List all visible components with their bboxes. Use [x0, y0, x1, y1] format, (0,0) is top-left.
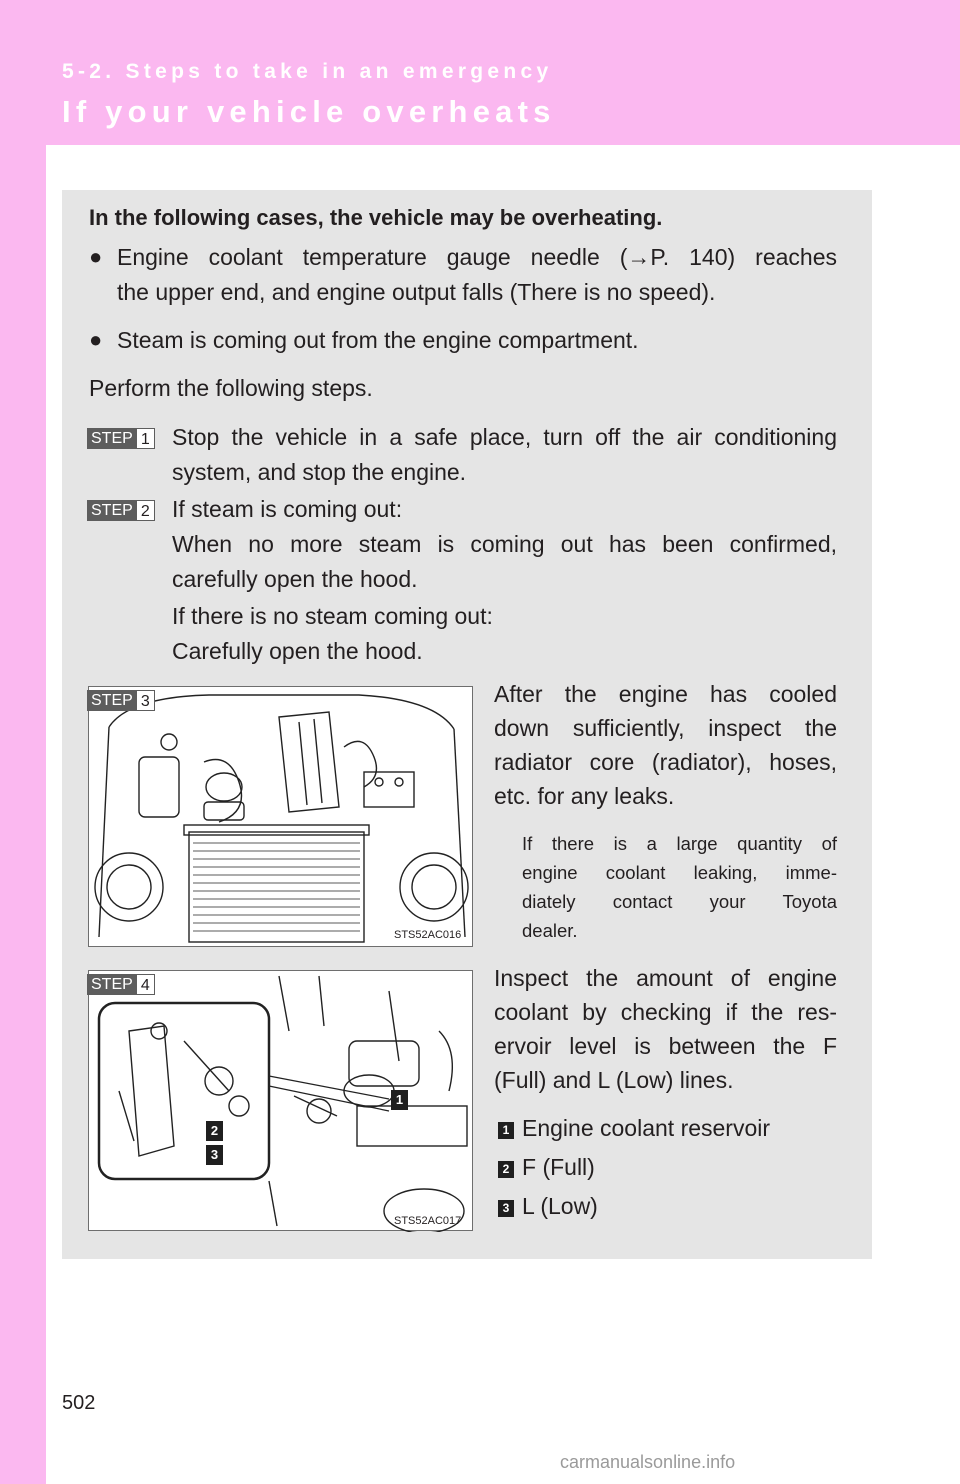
- step-3-note-line-1: If there is a large quantity of: [522, 833, 837, 854]
- callout-1: 1: [391, 1090, 408, 1110]
- step-3-line-2: down sufficiently, inspect the: [494, 715, 837, 741]
- bullet-1-line-2: the upper end, and engine output falls (There is no speed).: [117, 279, 716, 305]
- step-3-note-line-2: engine coolant leaking, imme-: [522, 862, 837, 883]
- bullet-icon: ●: [89, 244, 103, 269]
- callout-2: 2: [206, 1121, 223, 1141]
- legend-2-label: F (Full): [522, 1154, 595, 1180]
- step-4-tag: STEP 4: [87, 974, 155, 995]
- step-3-line-4: etc. for any leaks.: [494, 783, 675, 809]
- legend-1-label: Engine coolant reservoir: [522, 1115, 771, 1141]
- step-3-tag: STEP 3: [87, 690, 155, 711]
- section-title: If your vehicle overheats: [62, 94, 556, 129]
- section-label: 5-2. Steps to take in an emergency: [62, 60, 553, 83]
- step-4-line-1: Inspect the amount of engine: [494, 965, 837, 991]
- page-number: 502: [62, 1392, 96, 1414]
- engine-bay-drawing: [89, 687, 474, 948]
- legend-3-badge: 3: [498, 1200, 514, 1217]
- step-2-tag: STEP 2: [87, 500, 155, 521]
- step-2-line-1: If steam is coming out:: [172, 496, 403, 522]
- step-4-line-3: ervoir level is between the F: [494, 1033, 837, 1059]
- step-3-line-3: radiator core (radiator), hoses,: [494, 749, 837, 775]
- step-4-line-2: coolant by checking if the res-: [494, 999, 837, 1025]
- side-color-strip: [0, 0, 46, 1484]
- step-1-line-2: system, and stop the engine.: [172, 459, 467, 485]
- watermark: carmanualsonline.info: [560, 1452, 736, 1472]
- step-1-line-1: Stop the vehicle in a safe place, turn off the air conditioning: [172, 424, 837, 450]
- image-code: STS52AC017: [394, 1215, 462, 1227]
- legend-3-label: L (Low): [522, 1193, 598, 1219]
- perform-text: Perform the following steps.: [89, 375, 373, 401]
- step-2-line-4: If there is no steam coming out:: [172, 603, 493, 629]
- image-code: STS52AC016: [394, 929, 462, 941]
- coolant-reservoir-illustration: [88, 970, 473, 1231]
- callout-3: 3: [206, 1145, 223, 1165]
- step-2-line-5: Carefully open the hood.: [172, 638, 423, 664]
- legend-2-badge: 2: [498, 1161, 514, 1178]
- step-4-line-4: (Full) and L (Low) lines.: [494, 1067, 734, 1093]
- intro-heading: In the following cases, the vehicle may be overheating.: [89, 205, 663, 230]
- coolant-reservoir-drawing: [89, 971, 474, 1232]
- step-2-line-2: When no more steam is coming out has been confirmed,: [172, 531, 837, 557]
- step-2-line-3: carefully open the hood.: [172, 566, 418, 592]
- step-3-note-line-4: dealer.: [522, 920, 578, 941]
- bullet-icon: ●: [89, 327, 103, 352]
- legend-1-badge: 1: [498, 1122, 514, 1139]
- step-1-tag: STEP 1: [87, 428, 155, 449]
- bullet-2-line-1: Steam is coming out from the engine compartment.: [117, 327, 639, 353]
- engine-bay-illustration: [88, 686, 473, 947]
- step-3-line-1: After the engine has cooled: [494, 681, 837, 707]
- bullet-1-line-1: Engine coolant temperature gauge needle (→P. 140) reaches: [117, 244, 837, 270]
- step-3-note-line-3: diately contact your Toyota: [522, 891, 837, 912]
